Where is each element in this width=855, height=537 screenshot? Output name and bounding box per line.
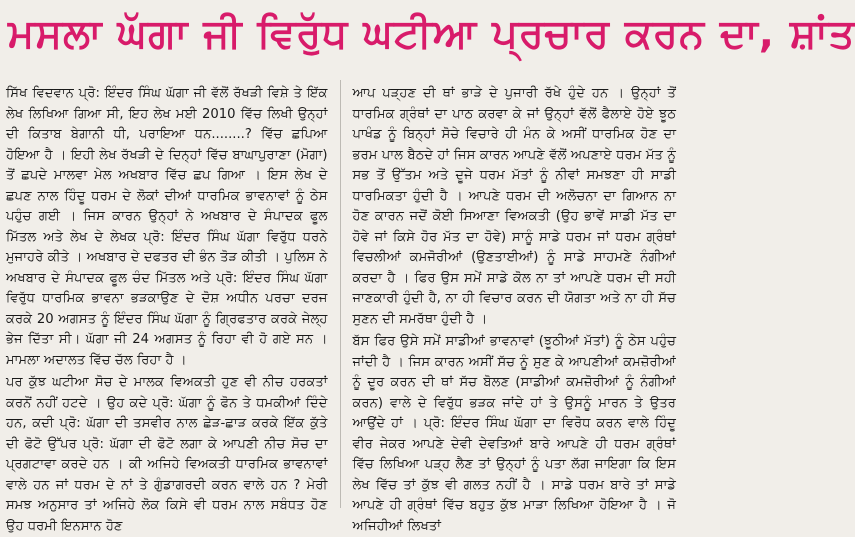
right-column bbox=[341, 76, 681, 534]
paragraph: ਪਰ ਕੁੱਝ ਘਟੀਆ ਸੋਚ ਦੇ ਮਾਲਕ ਵਿਅਕਤੀ ਹੁਣ ਵੀ ਨੀਚ ਹਰਕਤਾਂ ਕਰਨੋਂ ਨਹੀਂ ਹਟਦੇ । ਉਹ ਕਦੇ ਪ੍ਰੋ: ਘੱਗਾ ਨੂੰ ਫੋਨ ਤੇ ਧਮਕੀਆਂ ਦਿੰਦੇ ਹਨ, ਕਦੀ ਪ੍ਰੋ: ਘੱਗਾ ਦੀ ਤਸਵੀਰ ਨਾਲ ਛੇੜ-ਛਾੜ ਕਰਕੇ ਇੱਕ ਕੁੱਤੇ ਦੀ ਫੋਟੋ ਉੱਪਰ ਪ੍ਰੋ: ਘੱਗਾ ਦੀ ਫੋਟੋ ਲਗਾ ਕੇ ਆਪਣੀ ਨੀਚ ਸੋਚ ਦਾ ਪ੍ਰਗਟਾਵਾ ਕਰਦੇ ਹਨ । ਕੀ ਅਜਿਹੇ ਵਿਅਕਤੀ ਧਾਰਮਿਕ ਭਾਵਨਾਵਾਂ ਵਾਲੇ ਹਨ ਜਾਂ ਧਰਮ ਦੇ ਨਾਂ ਤੇ ਗੁੰਡਾਗਰਦੀ ਕਰਨ ਵਾਲੇ ਹਨ ? ਮੇਰੀ ਸਮਝ ਅਨੁਸਾਰ ਤਾਂ ਅਜਿਹੇ ਲੋਕ ਕਿਸੇ ਵੀ ਧਰਮ ਨਾਲ ਸਬੰਧਤ ਹੋਣ ਉਹ ਧਰਮੀ ਇਨਸਾਨ ਹੋਣ bbox=[6, 375, 328, 534]
paragraph: ਬੱਸ ਫਿਰ ਉਸੇ ਸਮੇਂ ਸਾਡੀਆਂ ਭਾਵਨਾਵਾਂ (ਝੂਠੀਆਂ ਮੱਤਾਂ) ਨੂੰ ਠੇਸ ਪਹੁੰਚ ਜਾਂਦੀ ਹੈ । ਜਿਸ ਕਾਰਨ ਅਸੀਂ ਸੱਚ ਨੂੰ ਸੁਣ ਕੇ ਆਪਣੀਆਂ ਕਮਜ਼ੋਰੀਆਂ ਨੂੰ ਦੂਰ ਕਰਨ ਦੀ ਥਾਂ ਸੱਚ ਬੋਲਣ (ਸਾਡੀਆਂ ਕਮਜ਼ੋਰੀਆਂ ਨੂੰ ਨੰਗੀਆਂ ਕਰਨ) ਵਾਲੇ ਦੇ ਵਿਰੁੱਧ ਭੜਕ ਜਾਂਦੇ ਹਾਂ ਤੇ ਉਸਨੂੰ ਮਾਰਨ ਤੇ ਉਤਰ ਆਉਂਦੇ ਹਾਂ । ਪ੍ਰੋ: ਇੰਦਰ ਸਿੰਘ ਘੱਗਾ ਦਾ ਵਿਰੋਧ ਕਰਨ ਵਾਲੇ ਹਿੰਦੂ ਵੀਰ ਜੇਕਰ ਆਪਣੇ ਦੇਵੀ ਦੇਵਤਿਆਂ ਬਾਰੇ ਆਪਣੇ ਹੀ ਧਰਮ ਗ੍ਰੰਥਾਂ ਵਿੱਚ ਲਿਖਿਆ ਪੜ੍ਹ ਲੈਣ ਤਾਂ ਉਨ੍ਹਾਂ ਨੂੰ ਪਤਾ ਲੱਗ ਜਾਇਗਾ ਕਿ ਇਸ ਲੇਖ ਵਿੱਚ ਤਾਂ ਕੁੱਝ ਵੀ ਗਲਤ ਨਹੀਂ ਹੈ । ਸਾਡੇ ਧਰਮ ਬਾਰੇ ਤਾਂ ਸਾਡੇ ਆਪਣੇ ਹੀ ਗ੍ਰੰਥਾਂ ਵਿੱਚ ਬਹੁਤ ਕੁੱਝ ਮਾੜਾ ਲਿਖਿਆ ਹੋਇਆ ਹੈ । ਜੋ ਅਜਿਹੀਆਂ ਲਿਖਤਾਂ bbox=[352, 334, 676, 534]
left-column bbox=[0, 76, 340, 534]
paragraph: ਸਿੱਖ ਵਿਦਵਾਨ ਪ੍ਰੋ: ਇੰਦਰ ਸਿੰਘ ਘੱਗਾ ਜੀ ਵੱਲੋਂ ਰੱਖੜੀ ਵਿਸ਼ੇ ਤੇ ਇੱਕ ਲੇਖ ਲਿਖਿਆ ਗਿਆ ਸੀ, ਇਹ ਲੇਖ ਮਈ 2010 ਵਿੱਚ ਲਿਖੀ ਉਨ੍ਹਾਂ ਦੀ ਕਿਤਾਬ ਬੇਗਾਨੀ ਧੀ, ਪਰਾਇਆ ਧਨ........? ਵਿੱਚ ਛਪਿਆ ਹੋਇਆ ਹੈ । ਇਹੀ ਲੇਖ ਰੱਖੜੀ ਦੇ ਦਿਨ੍ਹਾਂ ਵਿੱਚ ਬਾਘਾਪੁਰਾਣਾ (ਮੋਗਾ) ਤੋਂ ਛਪਦੇ ਮਾਲਵਾ ਮੇਲ ਅਖਬਾਰ ਵਿੱਚ ਛਪ ਗਿਆ । ਇਸ ਲੇਖ ਦੇ ਛਪਣ ਨਾਲ ਹਿੰਦੂ ਧਰਮ ਦੇ ਲੋਕਾਂ ਦੀਆਂ ਧਾਰਮਿਕ ਭਾਵਨਾਵਾਂ ਨੂੰ ਠੇਸ ਪਹੁੰਚ ਗਈ । ਜਿਸ ਕਾਰਨ ਉਨ੍ਹਾਂ ਨੇ ਅਖਬਾਰ ਦੇ ਸੰਪਾਦਕ ਫੂਲ ਮਿੱਤਲ ਅਤੇ ਲੇਖ ਦੇ ਲੇਖਕ ਪ੍ਰੋ: ਇੰਦਰ ਸਿੰਘ ਘੱਗਾ ਵਿਰੁੱਧ ਧਰਨੇ ਮੁਜਾਹਰੇ ਕੀਤੇ । ਅਖਬਾਰ ਦੇ ਦਫਤਰ ਦੀ ਭੰਨ ਤੋੜ ਕੀਤੀ । ਪੁਲਿਸ ਨੇ ਅਖਬਾਰ ਦੇ ਸੰਪਾਦਕ ਫੂਲ ਚੰਦ ਮਿੱਤਲ ਅਤੇ ਪ੍ਰੋ: ਇੰਦਰ ਸਿੰਘ ਘੱਗਾ ਵਿਰੁੱਧ ਧਾਰਮਿਕ ਭਾਵਨਾ ਭੜਕਾਉਣ ਦੇ ਦੋਸ਼ ਅਧੀਨ ਪਰਚਾ ਦਰਜ ਕਰਕੇ 20 ਅਗਸਤ ਨੂੰ ਇੰਦਰ ਸਿੰਘ ਘੱਗਾ ਨੂੰ ਗ੍ਰਿਫਤਾਰ ਕਰਕੇ ਜੇਲ੍ਹ ਭੇਜ ਦਿੱਤਾ ਸੀ। ਘੱਗਾ ਜੀ 24 ਅਗਸਤ ਨੂੰ ਰਿਹਾ ਵੀ ਹੋ ਗਏ ਸਨ । ਮਾਮਲਾ ਅਦਾਲਤ ਵਿੱਚ ਚੱਲ ਰਿਹਾ ਹੈ । bbox=[6, 86, 328, 368]
paragraph: ਆਪ ਪੜ੍ਹਣ ਦੀ ਥਾਂ ਭਾੜੇ ਦੇ ਪੁਜਾਰੀ ਰੱਖੇ ਹੁੰਦੇ ਹਨ । ਉਨ੍ਹਾਂ ਤੋਂ ਧਾਰਮਿਕ ਗ੍ਰੰਥਾਂ ਦਾ ਪਾਠ ਕਰਵਾ ਕੇ ਜਾਂ ਉਨ੍ਹਾਂ ਵੱਲੋਂ ਫੈਲਾਏ ਹੋਏ ਝੂਠ ਪਾਖੰਡ ਨੂੰ ਬਿਨ੍ਹਾਂ ਸੋਚੇ ਵਿਚਾਰੇ ਹੀ ਮੰਨ ਕੇ ਅਸੀਂ ਧਾਰਮਿਕ ਹੋਣ ਦਾ ਭਰਮ ਪਾਲ ਬੈਠਦੇ ਹਾਂ ਜਿਸ ਕਾਰਨ ਆਪਣੇ ਵੱਲੋਂ ਅਪਣਾਏ ਧਰਮ ਮੱਤ ਨੂੰ ਸਭ ਤੋਂ ਉੱਤਮ ਅਤੇ ਦੂਜੇ ਧਰਮ ਮੱਤਾਂ ਨੂੰ ਨੀਵਾਂ ਸਮਝਣਾ ਹੀ ਸਾਡੀ ਧਾਰਮਿਕਤਾ ਹੁੰਦੀ ਹੈ । ਆਪਣੇ ਧਰਮ ਦੀ ਅਲੋਚਨਾ ਦਾ ਗਿਆਨ ਨਾ ਹੋਣ ਕਾਰਨ ਜਦੋਂ ਕੋਈ ਸਿਆਣਾ ਵਿਅਕਤੀ (ਉਹ ਭਾਵੇਂ ਸਾਡੀ ਮੱਤ ਦਾ ਹੋਵੇ ਜਾਂ ਕਿਸੇ ਹੋਰ ਮੱਤ ਦਾ ਹੋਵੇ) ਸਾਨੂੰ ਸਾਡੇ ਧਰਮ ਜਾਂ ਧਰਮ ਗ੍ਰੰਥਾਂ ਵਿਚਲੀਆਂ ਕਮਜੋਰੀਆਂ (ਉਣਤਾਈਆਂ) ਨੂੰ ਸਾਡੇ ਸਾਹਮਣੇ ਨੰਗੀਆਂ ਕਰਦਾ ਹੈ । ਫਿਰ ਉਸ ਸਮੇਂ ਸਾਡੇ ਕੋਲ ਨਾ ਤਾਂ ਆਪਣੇ ਧਰਮ ਦੀ ਸਹੀ ਜਾਣਕਾਰੀ ਹੁੰਦੀ ਹੈ, ਨਾ ਹੀ ਵਿਚਾਰ ਕਰਨ ਦੀ ਯੋਗਤਾ ਅਤੇ ਨਾ ਹੀ ਸੱਚ ਸੁਣਨ ਦੀ ਸਮਰੱਥਾ ਹੁੰਦੀ ਹੈ । bbox=[352, 86, 676, 327]
article-body bbox=[0, 76, 680, 534]
headline: ਮਸਲਾ ਘੱਗਾ ਜੀ ਵਿਰੁੱਧ ਘਟੀਆ ਪ੍ਰਚਾਰ ਕਰਨ ਦਾ, ਸ਼ਾਂਤ bbox=[8, 11, 855, 57]
